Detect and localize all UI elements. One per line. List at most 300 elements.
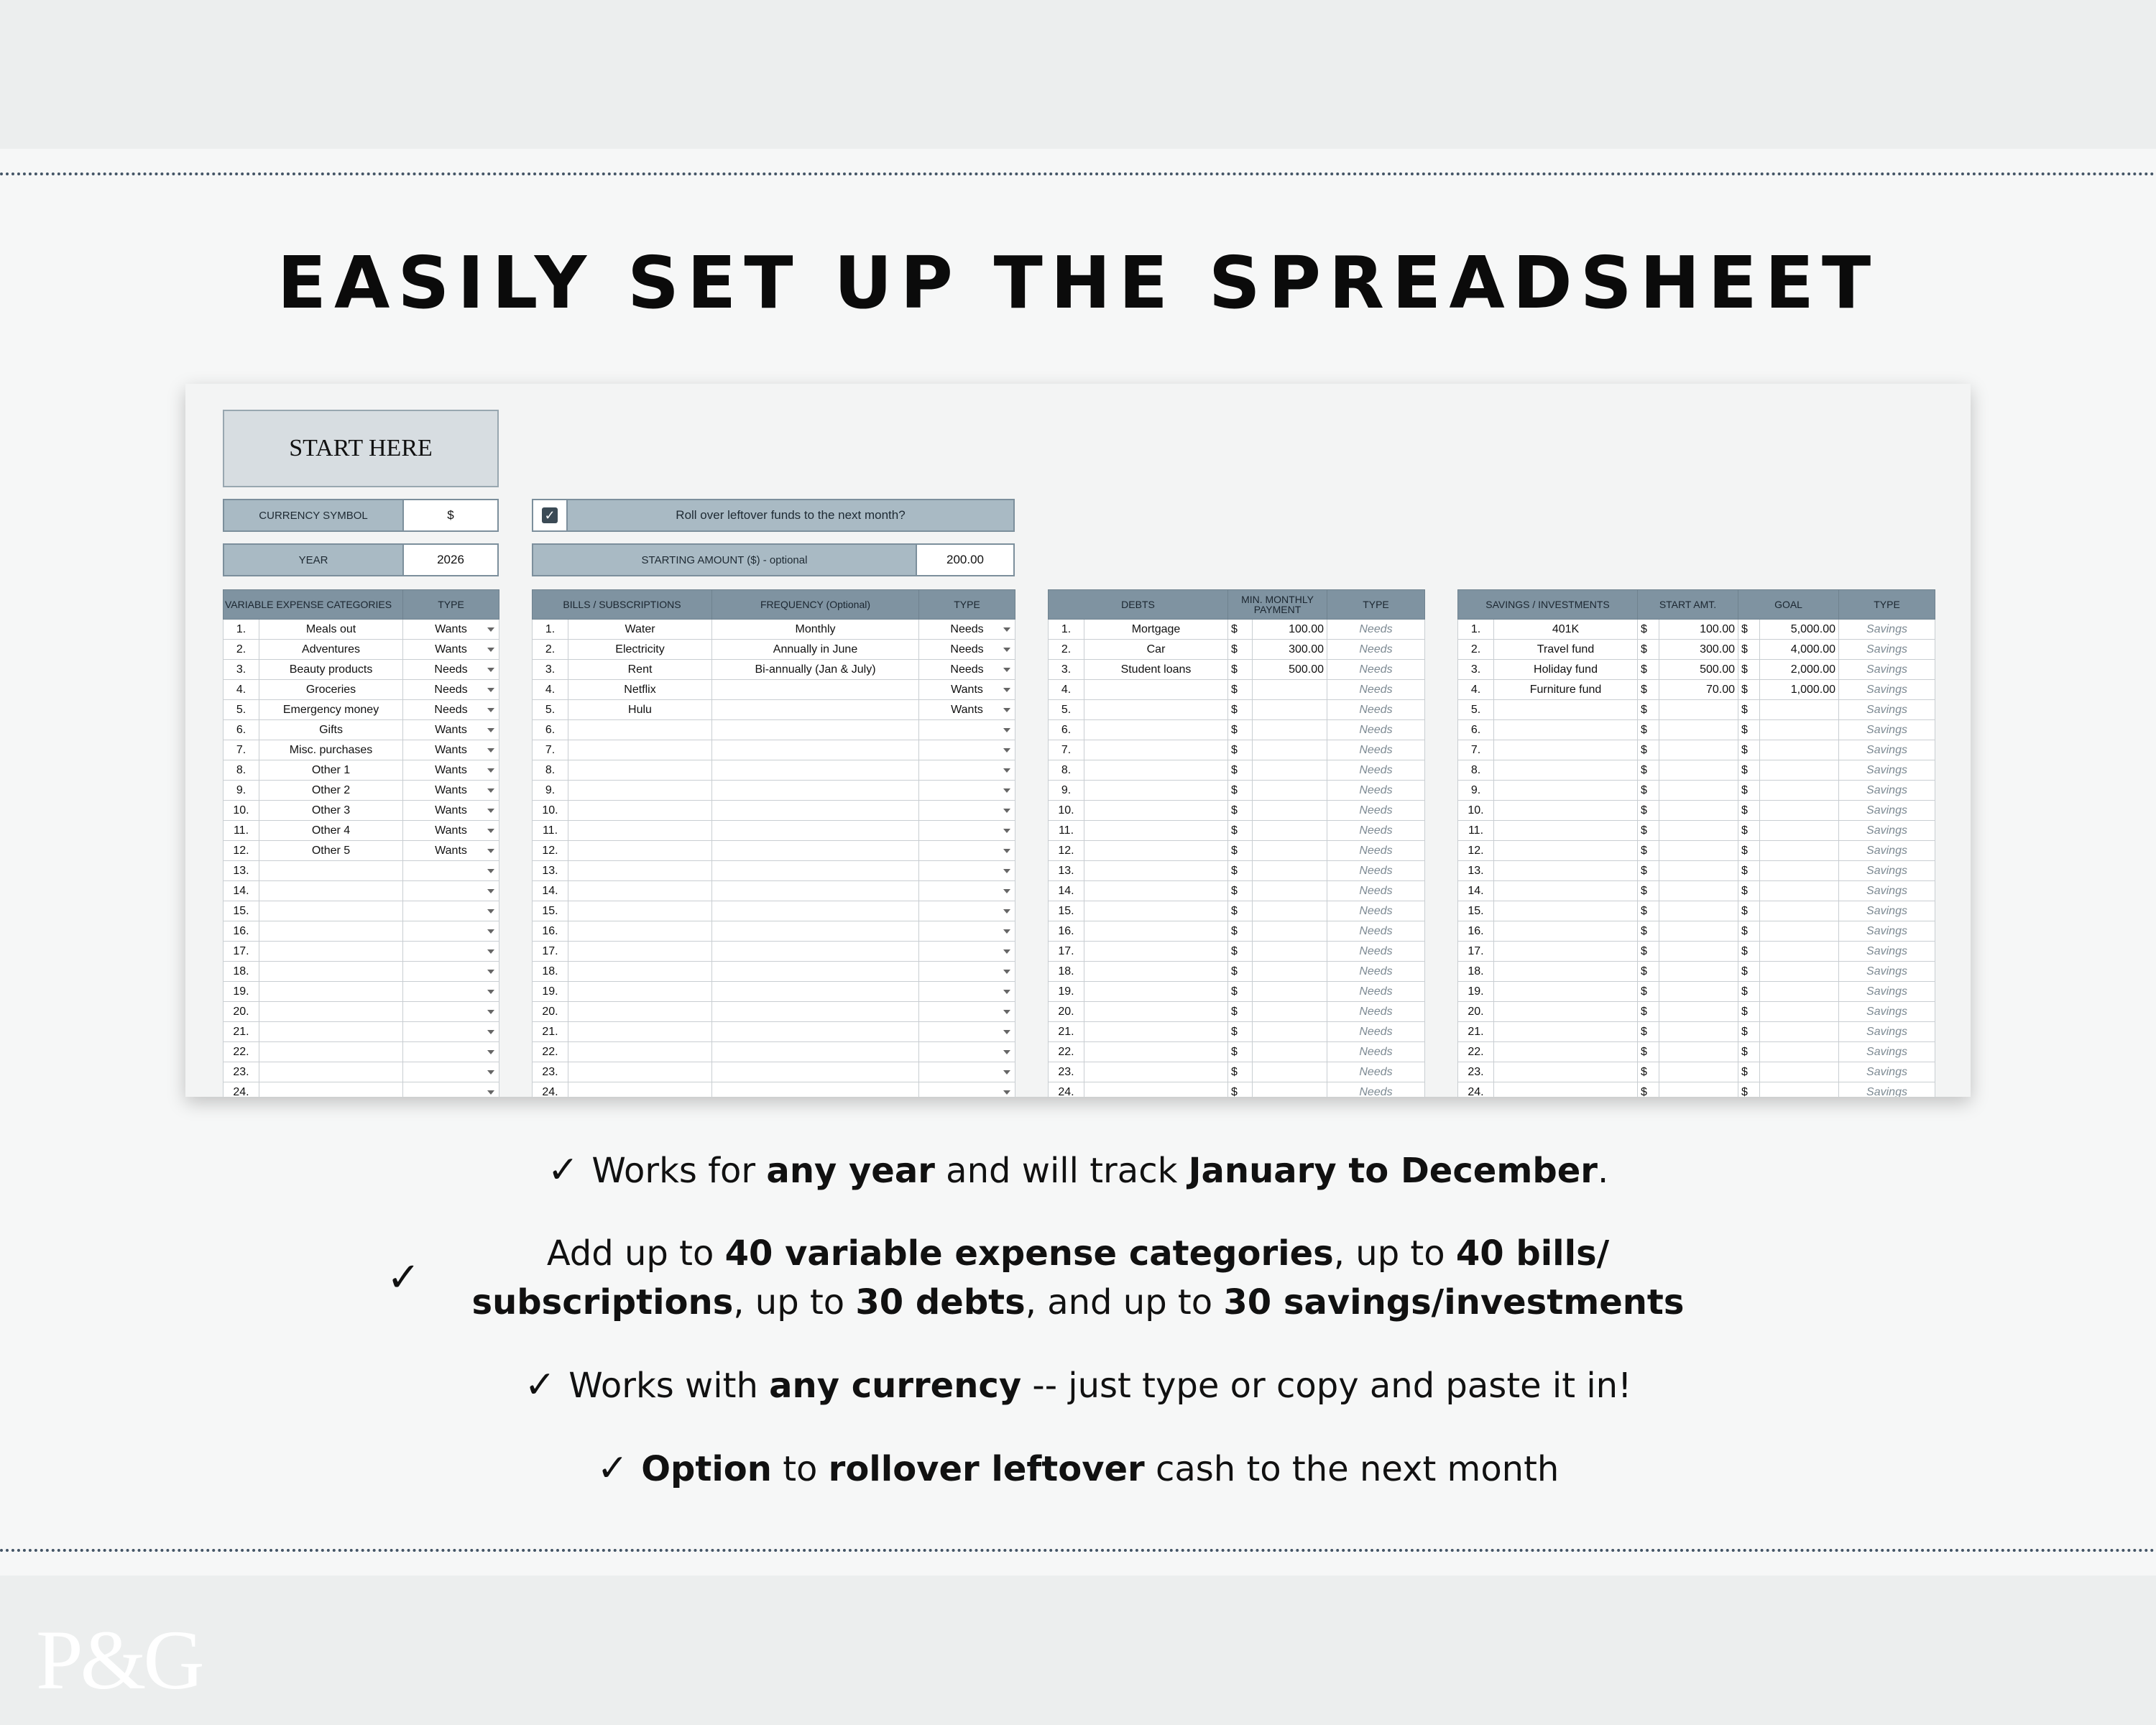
start-amount-cell[interactable] xyxy=(1659,861,1738,881)
start-amount-cell[interactable] xyxy=(1659,821,1738,841)
start-amount-cell[interactable] xyxy=(1659,841,1738,861)
dropdown-arrow-icon[interactable] xyxy=(1003,990,1010,994)
min-payment-cell[interactable] xyxy=(1253,921,1327,942)
type-select[interactable] xyxy=(403,861,499,881)
type-select[interactable] xyxy=(403,881,499,901)
min-payment-cell[interactable]: 300.00 xyxy=(1253,640,1327,660)
frequency-cell[interactable] xyxy=(712,1062,919,1082)
type-select[interactable] xyxy=(919,861,1015,881)
savings-name-cell[interactable] xyxy=(1494,942,1638,962)
start-amount-cell[interactable] xyxy=(1659,1062,1738,1082)
type-select[interactable] xyxy=(919,901,1015,921)
goal-cell[interactable] xyxy=(1760,1082,1839,1098)
category-cell[interactable] xyxy=(259,942,403,962)
type-select[interactable] xyxy=(919,801,1015,821)
min-payment-cell[interactable] xyxy=(1253,962,1327,982)
dropdown-arrow-icon[interactable] xyxy=(487,990,494,994)
start-amount-cell[interactable] xyxy=(1659,1042,1738,1062)
row-number: 19. xyxy=(533,982,568,1002)
type-select[interactable]: Needs xyxy=(403,660,499,680)
start-amount-cell[interactable] xyxy=(1659,781,1738,801)
bill-name-cell[interactable] xyxy=(568,861,712,881)
category-cell[interactable]: Meals out xyxy=(259,620,403,640)
min-payment-cell[interactable] xyxy=(1253,1042,1327,1062)
type-select[interactable] xyxy=(919,841,1015,861)
savings-name-cell[interactable]: Furniture fund xyxy=(1494,680,1638,700)
start-amount-cell[interactable] xyxy=(1659,720,1738,740)
debt-name-cell[interactable] xyxy=(1084,841,1228,861)
frequency-cell[interactable] xyxy=(712,841,919,861)
goal-cell[interactable] xyxy=(1760,1062,1839,1082)
category-cell[interactable] xyxy=(259,861,403,881)
type-select[interactable]: Needs xyxy=(403,680,499,700)
debt-name-cell[interactable] xyxy=(1084,962,1228,982)
dropdown-arrow-icon[interactable] xyxy=(1003,1070,1010,1075)
dropdown-arrow-icon[interactable] xyxy=(487,648,494,652)
type-select[interactable] xyxy=(919,1002,1015,1022)
savings-name-cell[interactable] xyxy=(1494,982,1638,1002)
savings-name-cell[interactable] xyxy=(1494,1022,1638,1042)
dropdown-arrow-icon[interactable] xyxy=(487,708,494,712)
debt-name-cell[interactable] xyxy=(1084,942,1228,962)
type-select[interactable]: Wants xyxy=(403,821,499,841)
type-select[interactable] xyxy=(919,1042,1015,1062)
category-cell[interactable] xyxy=(259,921,403,942)
frequency-cell[interactable] xyxy=(712,821,919,841)
dropdown-arrow-icon[interactable] xyxy=(487,788,494,793)
dropdown-arrow-icon[interactable] xyxy=(487,1030,494,1034)
goal-cell[interactable] xyxy=(1760,841,1839,861)
goal-cell[interactable] xyxy=(1760,982,1839,1002)
goal-cell[interactable] xyxy=(1760,781,1839,801)
start-amount-cell[interactable] xyxy=(1659,901,1738,921)
savings-name-cell[interactable] xyxy=(1494,760,1638,781)
dropdown-arrow-icon[interactable] xyxy=(487,1050,494,1054)
debt-name-cell[interactable] xyxy=(1084,801,1228,821)
frequency-cell[interactable] xyxy=(712,740,919,760)
type-select[interactable] xyxy=(403,962,499,982)
category-cell[interactable] xyxy=(259,962,403,982)
type-select[interactable] xyxy=(919,1082,1015,1098)
bill-name-cell[interactable] xyxy=(568,1062,712,1082)
goal-cell[interactable]: 2,000.00 xyxy=(1760,660,1839,680)
dropdown-arrow-icon[interactable] xyxy=(1003,949,1010,954)
savings-name-cell[interactable] xyxy=(1494,740,1638,760)
savings-name-cell[interactable] xyxy=(1494,921,1638,942)
savings-name-cell[interactable] xyxy=(1494,1042,1638,1062)
dropdown-arrow-icon[interactable] xyxy=(1003,829,1010,833)
dropdown-arrow-icon[interactable] xyxy=(1003,970,1010,974)
category-cell[interactable] xyxy=(259,1042,403,1062)
goal-cell[interactable]: 4,000.00 xyxy=(1760,640,1839,660)
frequency-cell[interactable] xyxy=(712,901,919,921)
savings-name-cell[interactable]: 401K xyxy=(1494,620,1638,640)
category-cell[interactable] xyxy=(259,1022,403,1042)
frequency-cell[interactable] xyxy=(712,921,919,942)
min-payment-cell[interactable] xyxy=(1253,1022,1327,1042)
savings-name-cell[interactable] xyxy=(1494,881,1638,901)
type-select[interactable] xyxy=(919,1062,1015,1082)
debt-name-cell[interactable] xyxy=(1084,821,1228,841)
debt-name-cell[interactable] xyxy=(1084,781,1228,801)
bill-name-cell[interactable] xyxy=(568,962,712,982)
category-cell[interactable]: Beauty products xyxy=(259,660,403,680)
bill-name-cell[interactable] xyxy=(568,760,712,781)
dropdown-arrow-icon[interactable] xyxy=(1003,909,1010,914)
bill-name-cell[interactable] xyxy=(568,901,712,921)
starting-amount-input[interactable]: 200.00 xyxy=(916,543,1015,576)
category-cell[interactable] xyxy=(259,1062,403,1082)
debt-name-cell[interactable] xyxy=(1084,1002,1228,1022)
bill-name-cell[interactable] xyxy=(568,841,712,861)
dropdown-arrow-icon[interactable] xyxy=(487,949,494,954)
dropdown-arrow-icon[interactable] xyxy=(1003,929,1010,934)
category-cell[interactable]: Gifts xyxy=(259,720,403,740)
min-payment-cell[interactable] xyxy=(1253,700,1327,720)
goal-cell[interactable] xyxy=(1760,720,1839,740)
dropdown-arrow-icon[interactable] xyxy=(1003,668,1010,672)
min-payment-cell[interactable] xyxy=(1253,760,1327,781)
bill-name-cell[interactable] xyxy=(568,1022,712,1042)
start-amount-cell[interactable] xyxy=(1659,1022,1738,1042)
category-cell[interactable] xyxy=(259,1002,403,1022)
goal-cell[interactable] xyxy=(1760,801,1839,821)
type-select[interactable]: Wants xyxy=(403,620,499,640)
savings-name-cell[interactable] xyxy=(1494,700,1638,720)
bill-name-cell[interactable] xyxy=(568,801,712,821)
type-select[interactable]: Wants xyxy=(403,781,499,801)
debt-name-cell[interactable] xyxy=(1084,881,1228,901)
row-number: 18. xyxy=(1049,962,1084,982)
dropdown-arrow-icon[interactable] xyxy=(487,889,494,893)
goal-cell[interactable] xyxy=(1760,921,1839,942)
savings-name-cell[interactable] xyxy=(1494,1002,1638,1022)
start-amount-cell[interactable] xyxy=(1659,700,1738,720)
dropdown-arrow-icon[interactable] xyxy=(487,970,494,974)
frequency-cell[interactable] xyxy=(712,942,919,962)
savings-name-cell[interactable] xyxy=(1494,962,1638,982)
dropdown-arrow-icon[interactable] xyxy=(1003,1010,1010,1014)
frequency-cell[interactable] xyxy=(712,700,919,720)
min-payment-cell[interactable] xyxy=(1253,841,1327,861)
type-select[interactable] xyxy=(403,1082,499,1098)
frequency-cell[interactable]: Monthly xyxy=(712,620,919,640)
bill-name-cell[interactable] xyxy=(568,720,712,740)
category-cell[interactable]: Other 2 xyxy=(259,781,403,801)
savings-name-cell[interactable] xyxy=(1494,720,1638,740)
savings-name-cell[interactable] xyxy=(1494,861,1638,881)
type-select[interactable] xyxy=(919,1022,1015,1042)
dropdown-arrow-icon[interactable] xyxy=(487,909,494,914)
savings-name-cell[interactable] xyxy=(1494,801,1638,821)
dropdown-arrow-icon[interactable] xyxy=(487,1010,494,1014)
bill-name-cell[interactable]: Water xyxy=(568,620,712,640)
start-amount-cell[interactable] xyxy=(1659,962,1738,982)
debt-name-cell[interactable] xyxy=(1084,1062,1228,1082)
bill-name-cell[interactable] xyxy=(568,1042,712,1062)
dropdown-arrow-icon[interactable] xyxy=(487,849,494,853)
type-select[interactable]: Wants xyxy=(403,720,499,740)
frequency-cell[interactable]: Annually in June xyxy=(712,640,919,660)
currency-symbol-input[interactable]: $ xyxy=(402,499,499,532)
category-cell[interactable]: Other 3 xyxy=(259,801,403,821)
dropdown-arrow-icon[interactable] xyxy=(1003,869,1010,873)
goal-cell[interactable] xyxy=(1760,821,1839,841)
frequency-cell[interactable] xyxy=(712,1082,919,1098)
type-select[interactable]: Wants xyxy=(403,801,499,821)
savings-table xyxy=(1457,589,1935,1097)
dropdown-arrow-icon[interactable] xyxy=(487,1090,494,1095)
min-payment-cell[interactable]: 100.00 xyxy=(1253,620,1327,640)
start-amount-cell[interactable] xyxy=(1659,942,1738,962)
dropdown-arrow-icon[interactable] xyxy=(487,668,494,672)
start-amount-cell[interactable] xyxy=(1659,1002,1738,1022)
year-input[interactable]: 2026 xyxy=(402,543,499,576)
dropdown-arrow-icon[interactable] xyxy=(1003,708,1010,712)
type-select[interactable]: Needs xyxy=(919,640,1015,660)
debt-name-cell[interactable]: Car xyxy=(1084,640,1228,660)
min-payment-cell[interactable]: 500.00 xyxy=(1253,660,1327,680)
category-cell[interactable]: Misc. purchases xyxy=(259,740,403,760)
category-cell[interactable] xyxy=(259,881,403,901)
debt-name-cell[interactable] xyxy=(1084,720,1228,740)
type-select[interactable] xyxy=(919,962,1015,982)
dropdown-arrow-icon[interactable] xyxy=(1003,648,1010,652)
dropdown-arrow-icon[interactable] xyxy=(487,768,494,773)
debt-name-cell[interactable] xyxy=(1084,1022,1228,1042)
dropdown-arrow-icon[interactable] xyxy=(487,929,494,934)
bill-name-cell[interactable] xyxy=(568,942,712,962)
type-select[interactable] xyxy=(919,881,1015,901)
min-payment-cell[interactable] xyxy=(1253,1082,1327,1098)
frequency-cell[interactable] xyxy=(712,861,919,881)
frequency-cell[interactable] xyxy=(712,1022,919,1042)
dropdown-arrow-icon[interactable] xyxy=(487,627,494,632)
savings-name-cell[interactable]: Holiday fund xyxy=(1494,660,1638,680)
goal-cell[interactable] xyxy=(1760,1022,1839,1042)
goal-cell[interactable] xyxy=(1760,1002,1839,1022)
category-cell[interactable]: Adventures xyxy=(259,640,403,660)
min-payment-cell[interactable] xyxy=(1253,821,1327,841)
frequency-cell[interactable] xyxy=(712,760,919,781)
frequency-cell[interactable] xyxy=(712,801,919,821)
goal-cell[interactable] xyxy=(1760,1042,1839,1062)
frequency-cell[interactable] xyxy=(712,962,919,982)
bill-name-cell[interactable] xyxy=(568,821,712,841)
category-cell[interactable]: Other 5 xyxy=(259,841,403,861)
start-amount-cell[interactable] xyxy=(1659,801,1738,821)
type-select[interactable] xyxy=(919,781,1015,801)
debt-name-cell[interactable] xyxy=(1084,680,1228,700)
type-select[interactable] xyxy=(919,821,1015,841)
debt-name-cell[interactable] xyxy=(1084,760,1228,781)
min-payment-cell[interactable] xyxy=(1253,942,1327,962)
category-cell[interactable] xyxy=(259,901,403,921)
min-payment-cell[interactable] xyxy=(1253,1002,1327,1022)
type-select[interactable]: Wants xyxy=(403,760,499,781)
type-select[interactable]: Wants xyxy=(403,640,499,660)
debt-name-cell[interactable]: Student loans xyxy=(1084,660,1228,680)
dropdown-arrow-icon[interactable] xyxy=(1003,627,1010,632)
min-payment-cell[interactable] xyxy=(1253,680,1327,700)
bill-name-cell[interactable]: Rent xyxy=(568,660,712,680)
start-amount-cell[interactable] xyxy=(1659,1082,1738,1098)
start-amount-cell[interactable] xyxy=(1659,740,1738,760)
bill-name-cell[interactable] xyxy=(568,1002,712,1022)
type-select[interactable] xyxy=(919,740,1015,760)
goal-cell[interactable] xyxy=(1760,760,1839,781)
type-select[interactable] xyxy=(403,1042,499,1062)
rollover-checkbox[interactable] xyxy=(532,499,568,532)
savings-name-cell[interactable] xyxy=(1494,781,1638,801)
type-select[interactable] xyxy=(403,901,499,921)
frequency-cell[interactable] xyxy=(712,1042,919,1062)
type-select[interactable] xyxy=(919,760,1015,781)
table-row xyxy=(533,962,1015,982)
dropdown-arrow-icon[interactable] xyxy=(1003,768,1010,773)
table-row xyxy=(1458,1042,1935,1062)
frequency-cell[interactable]: Bi-annually (Jan & July) xyxy=(712,660,919,680)
dropdown-arrow-icon[interactable] xyxy=(1003,1050,1010,1054)
goal-cell[interactable] xyxy=(1760,942,1839,962)
type-select[interactable] xyxy=(403,1062,499,1082)
dropdown-arrow-icon[interactable] xyxy=(487,748,494,753)
type-select[interactable]: Wants xyxy=(403,841,499,861)
debt-name-cell[interactable] xyxy=(1084,861,1228,881)
category-cell[interactable] xyxy=(259,1082,403,1098)
goal-cell[interactable] xyxy=(1760,962,1839,982)
start-amount-cell[interactable] xyxy=(1659,921,1738,942)
min-payment-cell[interactable] xyxy=(1253,901,1327,921)
start-amount-cell[interactable] xyxy=(1659,982,1738,1002)
frequency-cell[interactable] xyxy=(712,781,919,801)
dropdown-arrow-icon[interactable] xyxy=(1003,748,1010,753)
start-amount-cell[interactable]: 100.00 xyxy=(1659,620,1738,640)
min-payment-cell[interactable] xyxy=(1253,982,1327,1002)
goal-cell[interactable] xyxy=(1760,881,1839,901)
frequency-cell[interactable] xyxy=(712,982,919,1002)
min-payment-cell[interactable] xyxy=(1253,861,1327,881)
bill-name-cell[interactable] xyxy=(568,740,712,760)
debt-name-cell[interactable] xyxy=(1084,982,1228,1002)
category-cell[interactable]: Emergency money xyxy=(259,700,403,720)
type-select[interactable]: Needs xyxy=(919,660,1015,680)
dropdown-arrow-icon[interactable] xyxy=(1003,809,1010,813)
min-payment-cell[interactable] xyxy=(1253,1062,1327,1082)
category-cell[interactable]: Groceries xyxy=(259,680,403,700)
bill-name-cell[interactable] xyxy=(568,881,712,901)
min-payment-cell[interactable] xyxy=(1253,740,1327,760)
dropdown-arrow-icon[interactable] xyxy=(1003,1030,1010,1034)
savings-name-cell[interactable] xyxy=(1494,1062,1638,1082)
frequency-cell[interactable] xyxy=(712,680,919,700)
type-select[interactable] xyxy=(919,720,1015,740)
dropdown-arrow-icon[interactable] xyxy=(1003,788,1010,793)
type-select[interactable] xyxy=(919,921,1015,942)
type-select[interactable]: Wants xyxy=(919,680,1015,700)
dropdown-arrow-icon[interactable] xyxy=(1003,849,1010,853)
dropdown-arrow-icon[interactable] xyxy=(487,1070,494,1075)
goal-cell[interactable] xyxy=(1760,700,1839,720)
min-payment-cell[interactable] xyxy=(1253,801,1327,821)
savings-name-cell[interactable]: Travel fund xyxy=(1494,640,1638,660)
min-payment-cell[interactable] xyxy=(1253,720,1327,740)
dropdown-arrow-icon[interactable] xyxy=(487,728,494,732)
debt-name-cell[interactable] xyxy=(1084,901,1228,921)
bill-name-cell[interactable] xyxy=(568,982,712,1002)
type-select[interactable] xyxy=(919,942,1015,962)
dropdown-arrow-icon[interactable] xyxy=(1003,688,1010,692)
frequency-cell[interactable] xyxy=(712,881,919,901)
dropdown-arrow-icon[interactable] xyxy=(487,809,494,813)
goal-cell[interactable] xyxy=(1760,861,1839,881)
bill-name-cell[interactable] xyxy=(568,781,712,801)
bill-name-cell[interactable]: Electricity xyxy=(568,640,712,660)
goal-cell[interactable] xyxy=(1760,740,1839,760)
dropdown-arrow-icon[interactable] xyxy=(487,869,494,873)
type-select[interactable]: Wants xyxy=(403,740,499,760)
dropdown-arrow-icon[interactable] xyxy=(487,829,494,833)
debt-name-cell[interactable] xyxy=(1084,1042,1228,1062)
dropdown-arrow-icon[interactable] xyxy=(1003,889,1010,893)
type-select[interactable] xyxy=(403,1022,499,1042)
type-select[interactable]: Wants xyxy=(919,700,1015,720)
type-select[interactable]: Needs xyxy=(403,700,499,720)
type-select[interactable]: Needs xyxy=(919,620,1015,640)
table-row xyxy=(533,921,1015,942)
goal-cell[interactable]: 5,000.00 xyxy=(1760,620,1839,640)
debt-name-cell[interactable] xyxy=(1084,921,1228,942)
savings-name-cell[interactable] xyxy=(1494,1082,1638,1098)
goal-cell[interactable]: 1,000.00 xyxy=(1760,680,1839,700)
dropdown-arrow-icon[interactable] xyxy=(1003,1090,1010,1095)
type-select[interactable] xyxy=(403,942,499,962)
savings-name-cell[interactable] xyxy=(1494,821,1638,841)
start-amount-cell[interactable]: 70.00 xyxy=(1659,680,1738,700)
debt-name-cell[interactable]: Mortgage xyxy=(1084,620,1228,640)
type-select[interactable] xyxy=(403,921,499,942)
goal-cell[interactable] xyxy=(1760,901,1839,921)
start-amount-cell[interactable] xyxy=(1659,881,1738,901)
category-cell[interactable]: Other 4 xyxy=(259,821,403,841)
min-payment-cell[interactable] xyxy=(1253,881,1327,901)
min-payment-cell[interactable] xyxy=(1253,781,1327,801)
frequency-cell[interactable] xyxy=(712,720,919,740)
category-cell[interactable] xyxy=(259,982,403,1002)
bill-name-cell[interactable]: Netflix xyxy=(568,680,712,700)
start-amount-cell[interactable]: 300.00 xyxy=(1659,640,1738,660)
savings-name-cell[interactable] xyxy=(1494,841,1638,861)
bill-name-cell[interactable] xyxy=(568,921,712,942)
currency-symbol: $ xyxy=(1638,700,1659,720)
bill-name-cell[interactable]: Hulu xyxy=(568,700,712,720)
type-select[interactable] xyxy=(919,982,1015,1002)
type-select[interactable] xyxy=(403,982,499,1002)
debt-name-cell[interactable] xyxy=(1084,740,1228,760)
category-cell[interactable]: Other 1 xyxy=(259,760,403,781)
dropdown-arrow-icon[interactable] xyxy=(487,688,494,692)
dropdown-arrow-icon[interactable] xyxy=(1003,728,1010,732)
debt-name-cell[interactable] xyxy=(1084,1082,1228,1098)
type-select[interactable] xyxy=(403,1002,499,1022)
savings-name-cell[interactable] xyxy=(1494,901,1638,921)
table-row xyxy=(533,1042,1015,1062)
frequency-cell[interactable] xyxy=(712,1002,919,1022)
start-amount-cell[interactable]: 500.00 xyxy=(1659,660,1738,680)
start-amount-cell[interactable] xyxy=(1659,760,1738,781)
bill-name-cell[interactable] xyxy=(568,1082,712,1098)
debt-name-cell[interactable] xyxy=(1084,700,1228,720)
